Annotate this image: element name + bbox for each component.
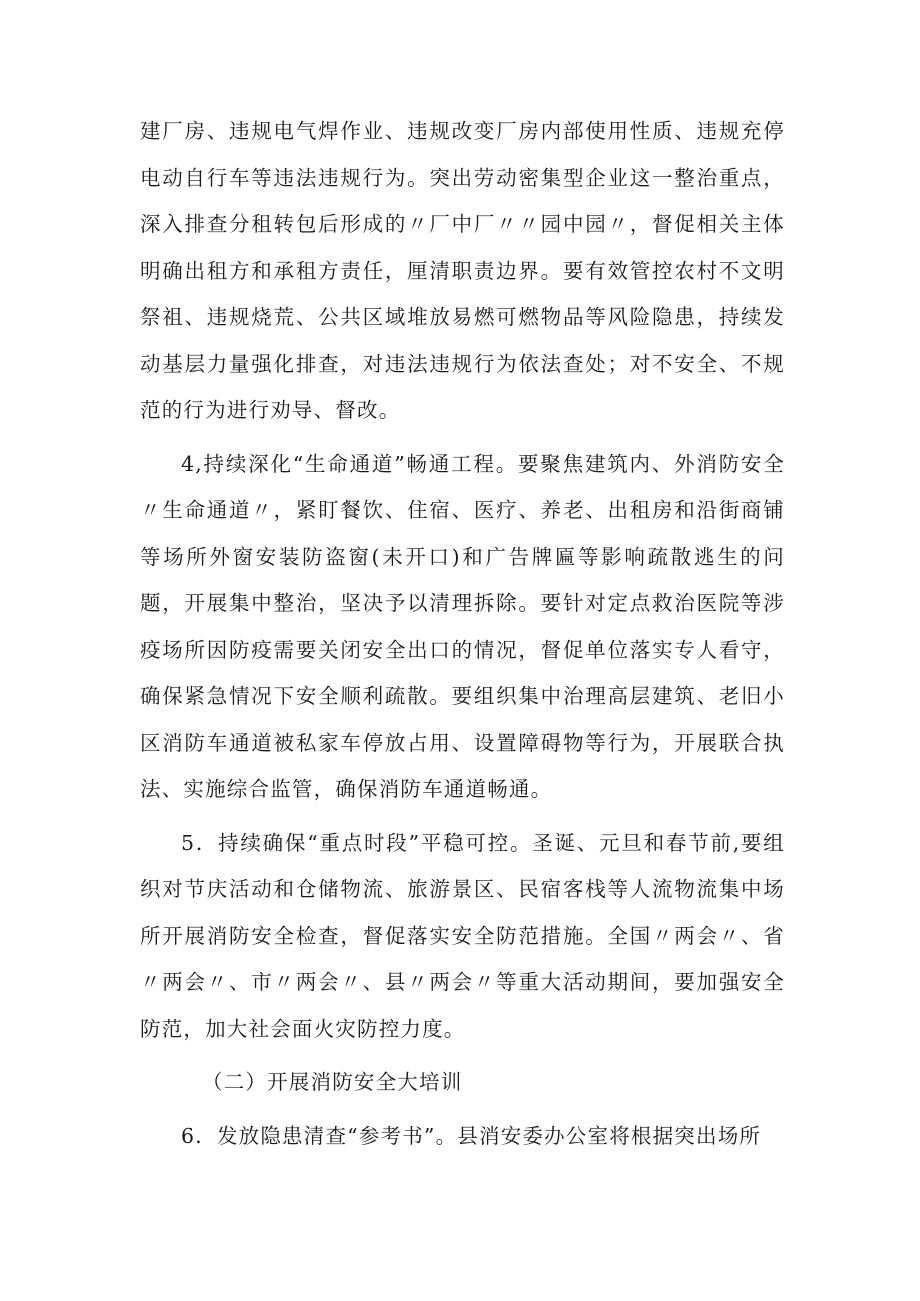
paragraph-fire-hazard-rectification: 建厂房、违规电气焊作业、违规改变厂房内部使用性质、违规充停电动自行车等违法违规行为。突出劳动密集型企业这一整治重点，深入排查分租转包后形成的〃厂中厂〃〃园中园〃，督促相关主体明确出租方和承租方责任，厘清职责边界。要有效管控农村不文明祭祖、违规烧荒、公共区域堆放易燃可燃物品等风险隐患，持续发动基层力量强化排查，对违法违规行为依法查处；对不安全、不规范的行为进行劝导、督改。 — [140, 119, 785, 422]
section-heading-fire-safety-training: （二）开展消防安全大培训 — [202, 1070, 463, 1094]
paragraph-hazard-reference-book: 6．发放隐患清查“参考书”。县消安委办公室将根据突出场所 — [181, 1123, 762, 1148]
document-body — [140, 108, 785, 1159]
paragraph-life-passage-project: 4,持续深化“生命通道”畅通工程。要聚焦建筑内、外消防安全〃生命通道〃，紧盯餐饮、住宿、医疗、养老、出租房和沿街商铺等场所外窗安装防盗窗(未开口)和广告牌匾等影响疏散逃生的问题，开展集中整治，坚决予以清理拆除。要针对定点救治医院等涉疫场所因防疫需要关闭安全出口的情况，督促单位落实专人看守，确保紧急情况下安全顺利疏散。要组织集中治理高层建筑、老旧小区消防车通道被私家车停放占用、设置障碍物等行为，开展联合执法、实施综合监管，确保消防车通道畅通。 — [140, 451, 785, 801]
paragraph-key-periods: 5．持续确保“重点时段”平稳可控。圣诞、元旦和春节前,要组织对节庆活动和仓储物流、旅游景区、民宿客栈等人流物流集中场所开展消防安全检查，督促落实安全防范措施。全国〃两会〃、省〃两会〃、市〃两会〃、县〃两会〃等重大活动期间，要加强安全防范，加大社会面火灾防控力度。 — [140, 830, 785, 1041]
